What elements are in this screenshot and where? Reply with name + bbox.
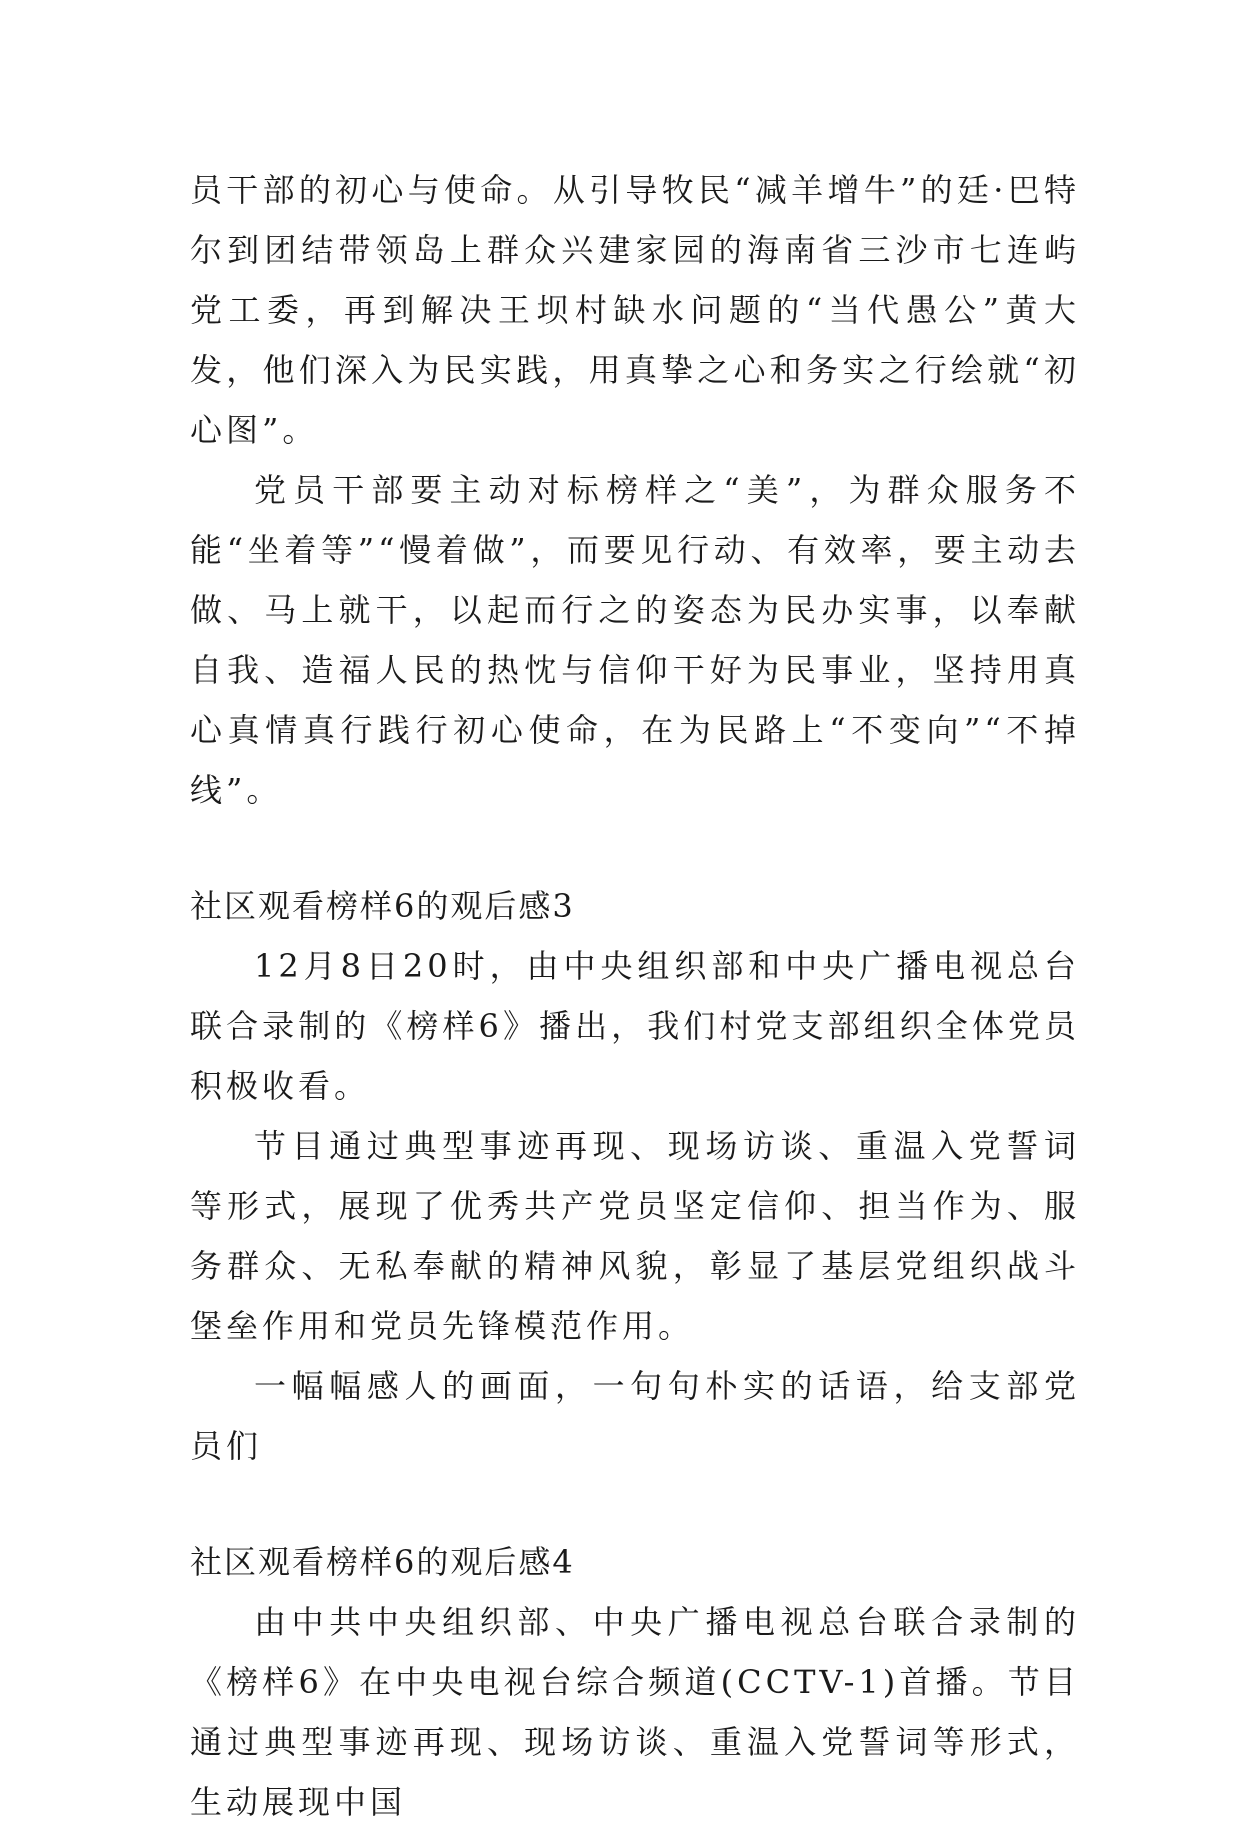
paragraph: 员干部的初心与使命。从引导牧民“减羊增牛”的廷·巴特尔到团结带领岛上群众兴建家园的海南省三沙市七连屿党工委，再到解决王坝村缺水问题的“当代愚公”黄大发，他们深入为民实践，用真挚之心和务实之行绘就“初心图”。 [190,171,1080,449]
paragraph: 一幅幅感人的画面，一句句朴实的话语，给支部党员们 [190,1367,1080,1465]
section-title-4: 社区观看榜样6的观后感4 [190,1543,575,1581]
section-title-3: 社区观看榜样6的观后感3 [190,887,575,925]
paragraph: 12月8日20时，由中央组织部和中央广播电视总台联合录制的《榜样6》播出，我们村党支部组织全体党员积极收看。 [190,947,1080,1105]
paragraph: 节目通过典型事迹再现、现场访谈、重温入党誓词等形式，展现了优秀共产党员坚定信仰、担当作为、服务群众、无私奉献的精神风貌，彰显了基层党组织战斗堡垒作用和党员先锋模范作用。 [190,1127,1080,1345]
document-body [190,160,1080,1832]
paragraph: 由中共中央组织部、中央广播电视总台联合录制的《榜样6》在中央电视台综合频道(CCTV-1)首播。节目通过典型事迹再现、现场访谈、重温入党誓词等形式，生动展现中国 [190,1603,1080,1821]
paragraph: 党员干部要主动对标榜样之“美”，为群众服务不能“坐着等”“慢着做”，而要见行动、有效率，要主动去做、马上就干，以起而行之的姿态为民办实事，以奉献自我、造福人民的热忱与信仰干好为民事业，坚持用真心真情真行践行初心使命，在为民路上“不变向”“不掉线”。 [190,471,1080,809]
